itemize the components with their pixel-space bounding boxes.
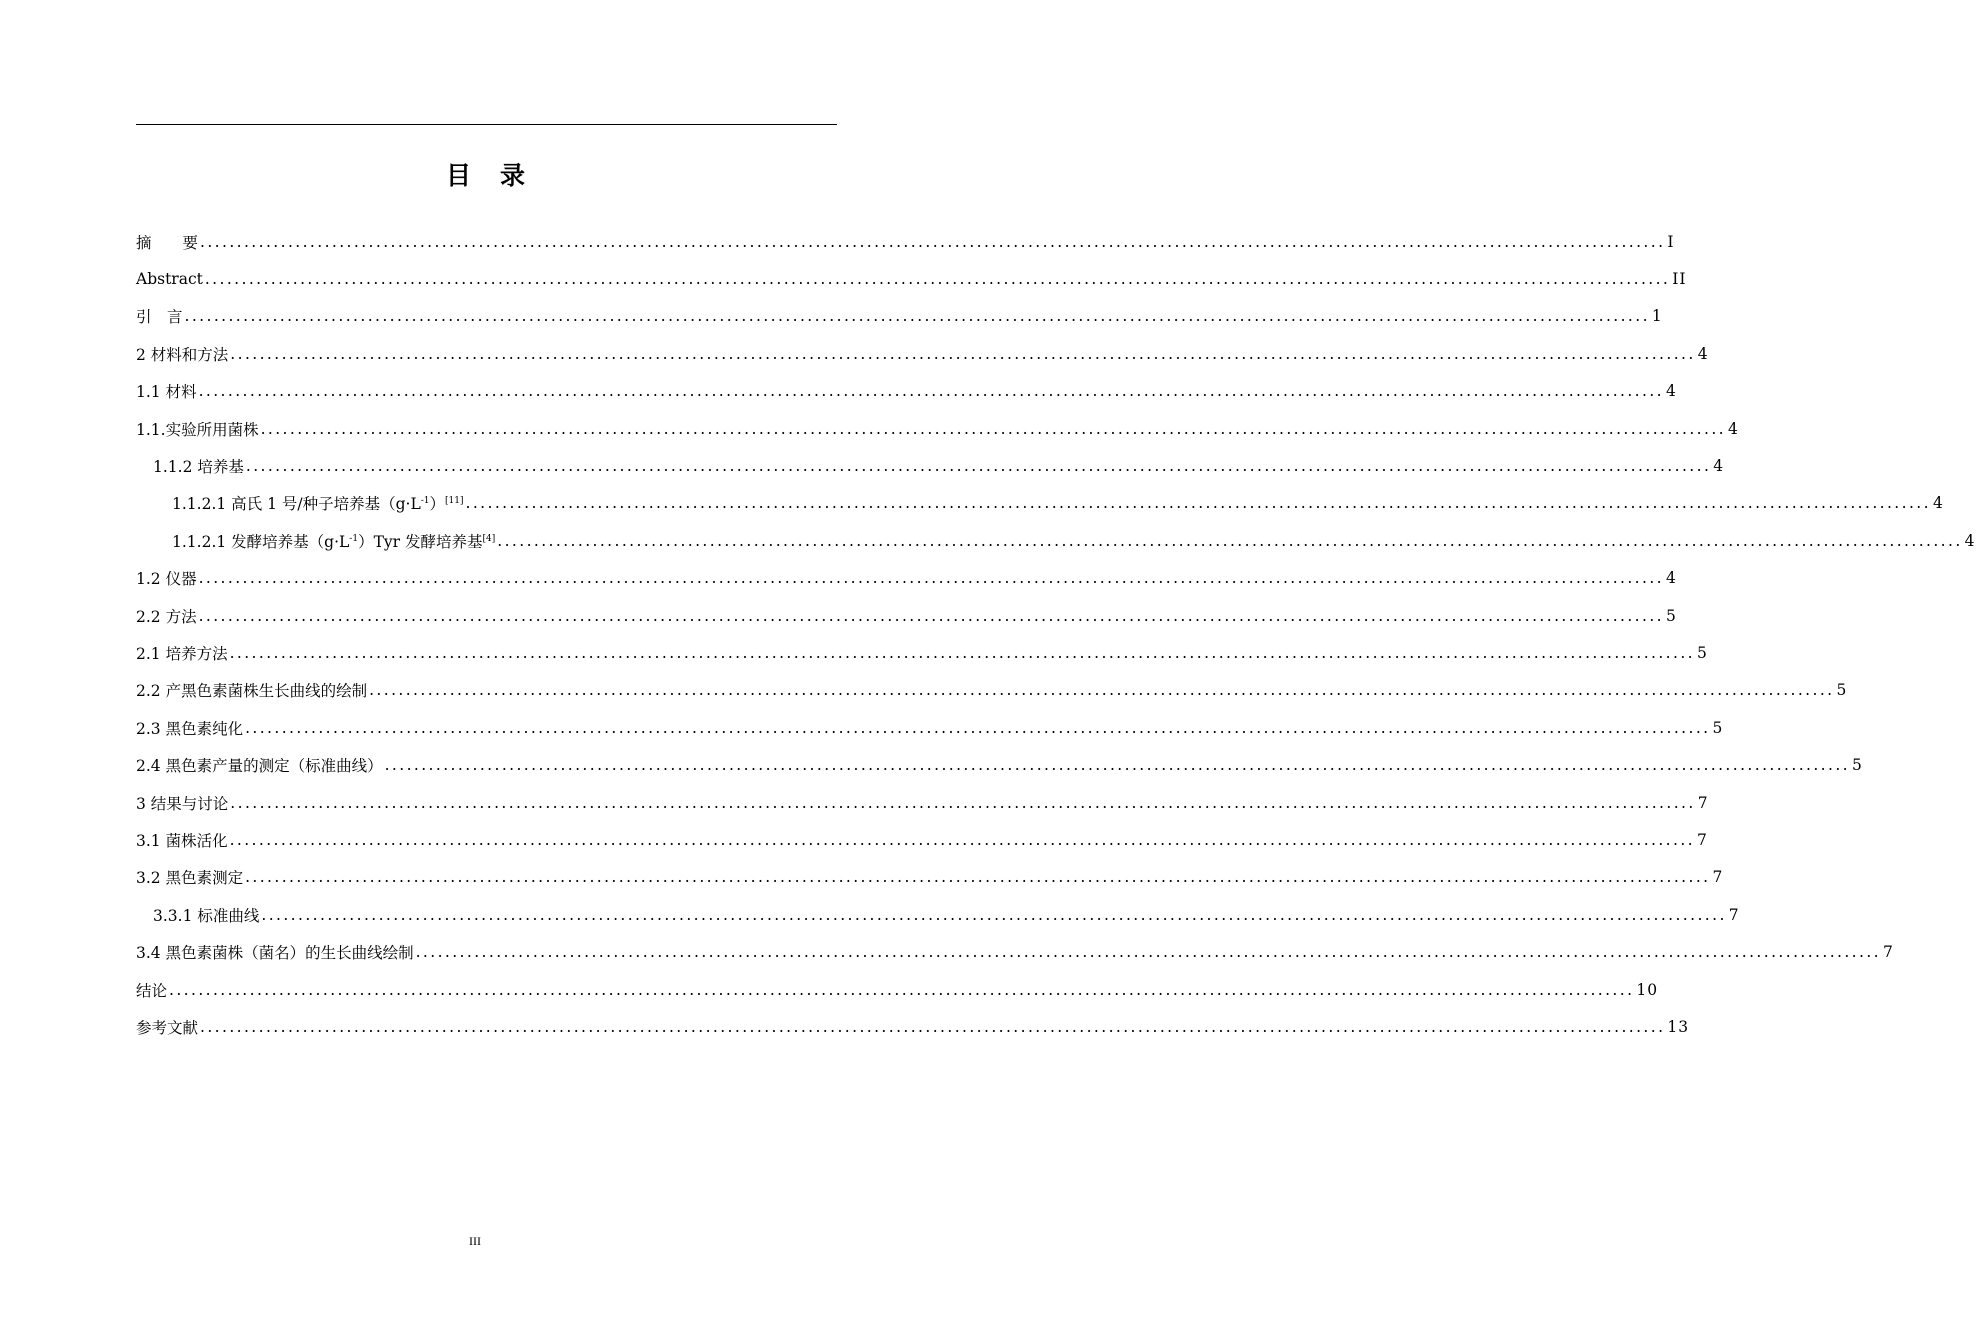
toc-entry-text: 2.1 培养方法 [136,644,228,663]
toc-page-number: 10 [1636,980,1659,999]
dot-leader: ........................................................................................................................................................................................................ [245,868,1711,887]
toc-entry-title [136,380,197,402]
dot-leader: ........................................................................................................................................................................................................ [198,382,1664,401]
toc-entry-text: 3.4 黑色素菌株（菌名）的生长曲线绘制 [136,944,414,963]
toc-entry-title [136,679,367,701]
toc-page-number: 7 [1728,905,1740,924]
toc-page-number: 4 [1964,531,1976,550]
superscript: -1 [349,533,359,544]
toc-entry-text: 1.1.2.1 发酵培养基（g·L [172,532,350,551]
toc-page-number: 4 [1713,457,1725,476]
dot-leader: ........................................................................................................................................................................................................ [198,569,1664,588]
toc-entry-text-cont: ）Tyr 发酵培养基 [358,532,483,551]
toc-page-number: 7 [1696,830,1708,849]
dot-leader: ........................................................................................................................................................................................................ [200,232,1666,251]
dot-leader: ........................................................................................................................................................................................................ [200,1017,1666,1036]
table-of-contents [136,223,1976,1046]
toc-entry-title [136,418,259,440]
dot-leader: ........................................................................................................................................................................................................ [245,457,1712,476]
dot-leader: ........................................................................................................................................................................................................ [169,980,1635,999]
toc-page-number: 1 [1651,307,1663,326]
toc-page-number: 13 [1667,1017,1690,1036]
toc-entry-text: Abstract [136,270,203,289]
toc-page-number: I [1667,232,1675,251]
dot-leader: ........................................................................................................................................................................................................ [198,606,1664,625]
dot-leader: ........................................................................................................................................................................................................ [384,756,1850,775]
dot-leader: ........................................................................................................................................................................................................ [245,718,1711,737]
dot-leader: ........................................................................................................................................................................................................ [204,270,1671,289]
toc-entry-text-cont: ） [429,495,446,514]
toc-entry-text: 1.2 仪器 [136,570,197,589]
toc-entry[interactable] [136,672,1848,709]
toc-entry-title [136,829,228,851]
citation-superscript: [11] [445,496,464,507]
toc-entry-text: 2 材料和方法 [136,345,229,364]
toc-entry[interactable] [136,260,1687,297]
toc-entry[interactable] [136,746,1863,783]
toc-entry-title [136,270,203,288]
toc-page-number: 7 [1697,793,1709,812]
toc-entry-title [136,717,243,739]
dot-leader: ........................................................................................................................................................................................................ [415,943,1881,962]
toc-entry-title [136,567,197,589]
toc-entry-text: 1.1.实验所用菌株 [136,420,259,439]
dot-leader: ........................................................................................................................................................................................................ [230,793,1696,812]
toc-entry-text: 2.2 产黑色素菌株生长曲线的绘制 [136,682,368,701]
dot-leader: ........................................................................................................................................................................................................ [369,681,1835,700]
toc-entry-title [136,231,198,253]
toc-entry-title [136,605,197,627]
dot-leader: ........................................................................................................................................................................................................ [260,419,1726,438]
toc-page-number: 5 [1712,718,1724,737]
toc-entry-title [172,530,495,552]
toc-page-number: II [1672,270,1687,289]
toc-page-number: 7 [1712,868,1724,887]
page-number-footer: III [469,1234,481,1248]
dot-leader: ........................................................................................................................................................................................................ [465,494,1931,513]
citation-superscript: [4] [482,533,496,544]
toc-page-number: 5 [1665,606,1677,625]
toc-page-number: 4 [1697,344,1709,363]
toc-entry-title [153,455,244,477]
toc-entry-text: 1.1 材料 [136,383,197,402]
toc-page-number: 7 [1883,943,1894,962]
dot-leader: ........................................................................................................................................................................................................ [229,643,1695,662]
toc-entry-title [136,1016,198,1038]
toc-entry[interactable] [136,1008,1690,1045]
toc-entry-title [136,866,243,888]
toc-entry-title [136,941,414,963]
page-title: 目 录 [445,161,527,190]
toc-entry[interactable] [136,971,1659,1008]
dot-leader: ........................................................................................................................................................................................................ [230,344,1696,363]
toc-entry-text: 3.1 菌株活化 [136,831,228,850]
toc-entry[interactable] [136,709,1724,746]
toc-entry[interactable] [136,522,1976,559]
dot-leader: ........................................................................................................................................................................................................ [184,307,1650,326]
dot-leader: ........................................................................................................................................................................................................ [497,531,1963,550]
toc-entry-text: 1.1.2 培养基 [153,458,244,477]
toc-entry-text: 3.3.1 标准曲线 [153,906,260,925]
toc-entry-title [136,343,228,365]
toc-entry[interactable] [136,298,1663,335]
toc-entry[interactable] [136,896,1740,933]
toc-entry[interactable] [136,821,1708,858]
toc-entry[interactable] [136,335,1709,372]
toc-entry-title [153,904,259,926]
toc-page-number: 4 [1665,382,1677,401]
toc-entry[interactable] [136,933,1894,970]
toc-entry[interactable] [136,597,1677,634]
toc-entry-text: 结论 [136,981,168,1000]
toc-entry[interactable] [136,410,1739,447]
toc-entry[interactable] [136,223,1675,260]
toc-entry[interactable] [136,447,1725,484]
toc-entry-title [136,979,167,1001]
toc-entry[interactable] [136,859,1724,896]
toc-entry-text: 3.2 黑色素测定 [136,869,244,888]
toc-entry[interactable] [136,485,1944,522]
toc-page-number: 4 [1665,569,1677,588]
toc-entry[interactable] [136,634,1708,671]
toc-entry-text: 引 言 [136,308,183,327]
toc-entry-text: 2.2 方法 [136,607,197,626]
toc-entry-title [136,754,383,776]
toc-entry-text: 3 结果与讨论 [136,794,229,813]
toc-entry-title [136,792,228,814]
toc-entry-text: 1.1.2.1 高氏 1 号/种子培养基（g·L [172,495,421,514]
toc-entry-title [172,492,464,514]
toc-page-number: 5 [1696,643,1708,662]
dot-leader: ........................................................................................................................................................................................................ [261,905,1727,924]
dot-leader: ........................................................................................................................................................................................................ [229,830,1695,849]
toc-page-number: 4 [1932,494,1944,513]
toc-entry-text: 参考文献 [136,1018,199,1037]
toc-entry-title [136,305,183,327]
toc-page-number: 4 [1727,419,1739,438]
header-rule [136,124,837,125]
toc-entry-title [136,642,228,664]
toc-entry-text: 2.3 黑色素纯化 [136,719,244,738]
toc-entry[interactable] [136,784,1709,821]
superscript: -1 [420,496,430,507]
toc-entry[interactable] [136,373,1677,410]
toc-page-number: 5 [1836,681,1848,700]
toc-entry[interactable] [136,560,1677,597]
toc-entry-text: 2.4 黑色素产量的测定（标准曲线） [136,757,383,776]
toc-page-number: 5 [1852,756,1863,775]
toc-entry-text: 摘 要 [136,233,199,252]
